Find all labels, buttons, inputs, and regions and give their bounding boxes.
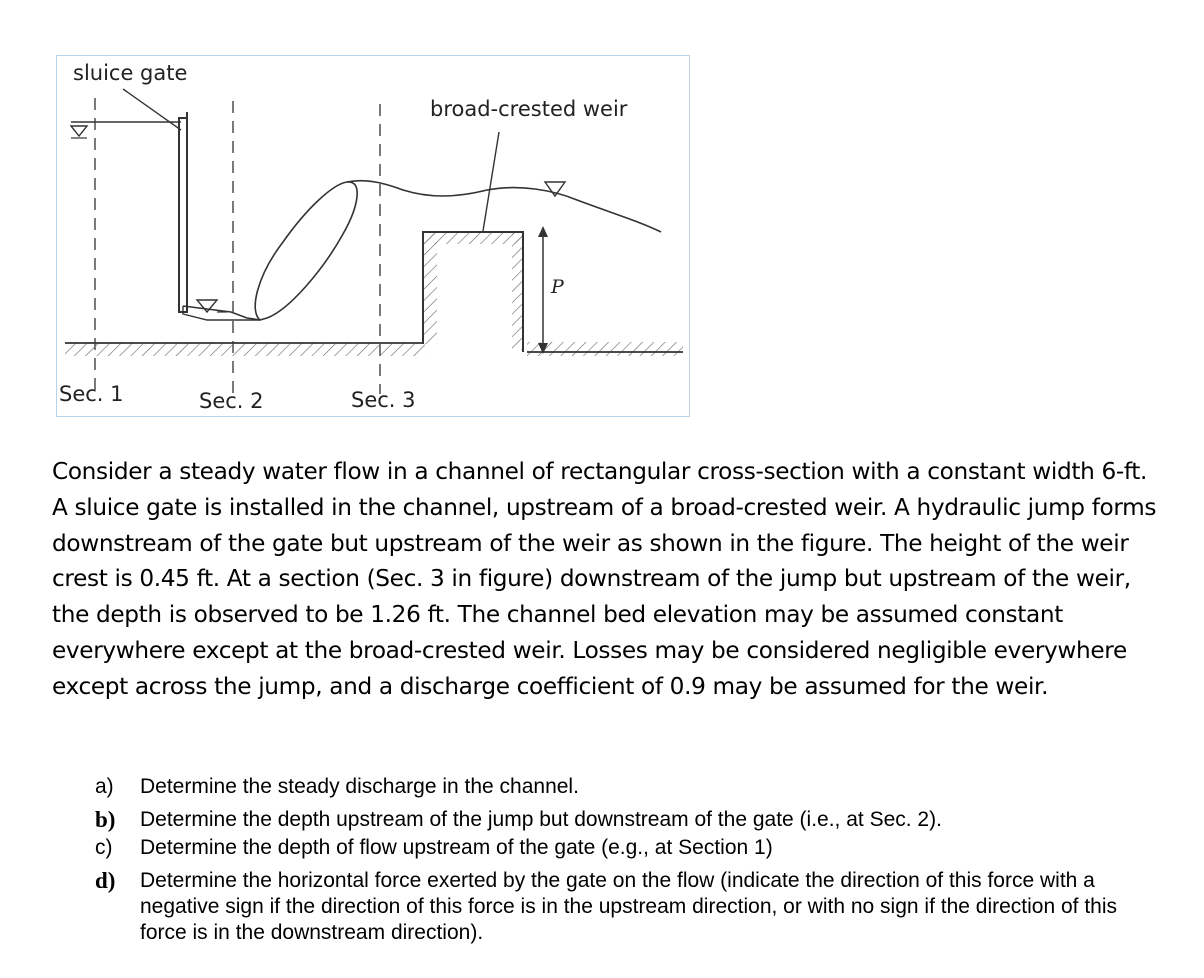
supercritical-flow-surface xyxy=(183,306,260,320)
question-marker: c) xyxy=(95,836,113,859)
weir-height-label: P xyxy=(551,276,564,298)
question-text: Determine the steady discharge in the channel. xyxy=(140,775,579,798)
sluice-gate-leader xyxy=(123,89,181,130)
question-marker: b) xyxy=(95,807,116,832)
channel-diagram xyxy=(57,56,691,418)
hydraulic-jump-roller xyxy=(255,182,357,320)
upstream-water-level-symbol xyxy=(71,126,87,136)
question-text: Determine the depth of flow upstream of the gate (e.g., at Section 1) xyxy=(140,836,773,859)
question-list xyxy=(95,774,1155,946)
broad-crested-weir-label: broad-crested weir xyxy=(430,97,628,121)
channel-bed-hatch-right xyxy=(527,342,683,356)
weir-hatch-top xyxy=(423,232,523,244)
weir-height-arrow-top xyxy=(538,226,548,237)
weir-hatch-right xyxy=(512,232,523,350)
question-c xyxy=(95,835,1155,861)
question-marker: a) xyxy=(95,775,114,798)
sluice-gate-label: sluice gate xyxy=(73,61,188,85)
weir-hatch-left xyxy=(423,232,437,344)
channel-bed-hatch-left xyxy=(65,342,425,356)
downstream-water-surface xyxy=(347,181,661,232)
sec1-label: Sec. 1 xyxy=(59,382,124,406)
sec2-label: Sec. 2 xyxy=(199,389,264,413)
question-d xyxy=(95,868,1155,946)
question-a xyxy=(95,774,1155,800)
question-b xyxy=(95,807,1155,833)
problem-statement: Consider a steady water flow in a channel of rectangular cross-section with a constant width 6-ft. A sluice gate is installed in the channel, upstream of a broad-crested weir. A hydraulic jump forms downstream of the gate but upstream of the weir as shown in the figure. The height of the weir crest is 0.45 ft. At a section (Sec. 3 in figure) downstream of the jump but upstream of the weir, the depth is observed to be 1.26 ft. The channel bed elevation may be assumed constant everywhere except at the broad-crested weir. Losses may be considered negligible everywhere except across the jump, and a discharge coefficient of 0.9 may be assumed for the weir. xyxy=(52,458,1157,700)
sec3-label: Sec. 3 xyxy=(351,388,416,412)
question-text: Determine the depth upstream of the jump but downstream of the gate (i.e., at Sec. 2). xyxy=(140,808,942,831)
channel-figure xyxy=(56,55,690,417)
question-marker: d) xyxy=(95,868,116,893)
sluice-gate xyxy=(179,118,187,312)
question-text: Determine the horizontal force exerted by the gate on the flow (indicate the direction of this force with a negative sign if the direction of this force is in the upstream direction, or with no sign if the direction of this force is in the downstream direction). xyxy=(140,869,1118,944)
weir-block xyxy=(423,232,523,352)
weir-leader xyxy=(483,132,499,231)
